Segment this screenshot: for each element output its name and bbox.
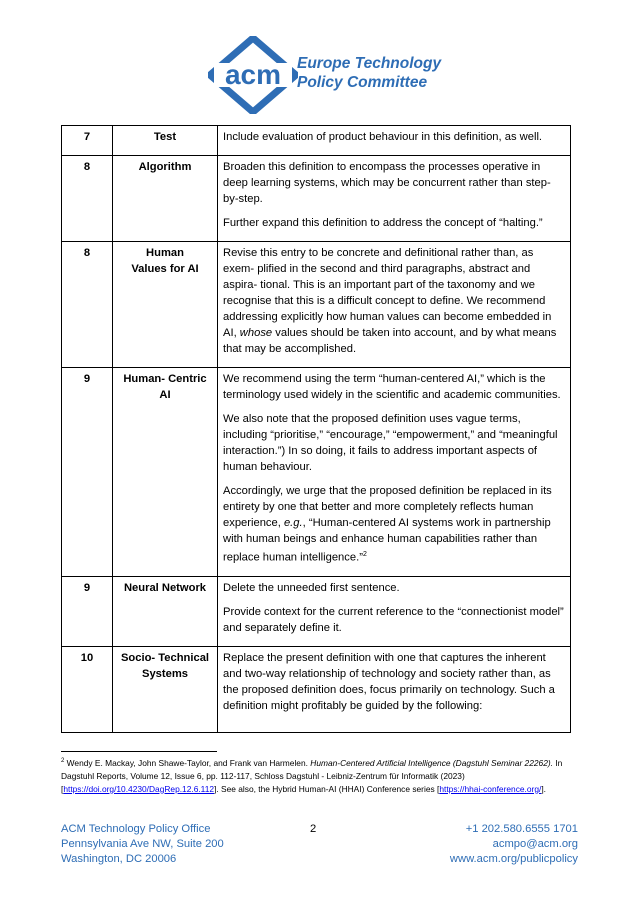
footer-office: ACM Technology Policy Office <box>61 823 211 835</box>
row-number: 8 <box>62 242 113 368</box>
comment-paragraph: We recommend using the term “human-centered AI,” which is the terminology used widely in the scientific and academic communities. <box>223 373 561 401</box>
row-term: Human Values for AI <box>113 242 218 368</box>
row-number: 9 <box>62 368 113 577</box>
logo-wordmark <box>297 54 441 92</box>
footnote-hhai-link[interactable]: https://hhai-conference.org/ <box>439 783 542 794</box>
comment-paragraph: Revise this entry to be concrete and definitional rather than, as exem- plified in the second and third paragraphs, abstract and aspira- tional. This is an important part of the taxonomy and we recognise that this is a difficult concept to define. We recommend addressing explicitly how human values can become embedded in AI, whose values should be taken into account, and by what means that may be accomplished. <box>223 247 557 355</box>
table-row <box>62 646 571 732</box>
logo-acm-text: acm <box>224 59 282 90</box>
row-term: Neural Network <box>113 576 218 646</box>
row-comment <box>218 126 571 156</box>
comment-paragraph: Include evaluation of product behaviour in this definition, as well. <box>223 131 543 143</box>
comment-paragraph: Further expand this definition to address the concept of “halting.” <box>223 217 543 229</box>
comment-paragraph: Provide context for the current reference to the “connectionist model” and separately define it. <box>223 605 564 634</box>
footnote: $^2$ Wendy E. Mackay, John Shawe-Taylor, and Frank van Harmelen. Human-Centered Artificial Intelligence (Dagstuhl Seminar 22262). In Dagstuhl Reports, Volume 12, Issue 6, pp. 112-117, Schloss Dagstuhl - Leibniz-Zentrum für Informatik (2023) [https://doi.org/10.4230/DagRep.12.6.112]. See also, the Hybrid Human-AI (HHAI) Conference series [https://hhai-conference.org/]. <box>61 757 563 794</box>
row-number: 8 <box>62 156 113 242</box>
footer-address <box>61 822 224 867</box>
paragraph-text: Accordingly, we urge that the proposed definition be replaced in its entirety by one that better and more completely reflects human experience, e.g., “Human-centered AI systems work in partnership with human beings and enhance human capabilities rather than replace human intelligence.” <box>223 485 552 564</box>
table-row <box>62 126 571 156</box>
footnote-number: 2 <box>61 758 65 764</box>
page-number: 2 <box>310 823 317 835</box>
comment-paragraph: Replace the present definition with one that captures the inherent and two-way relationship of technology and society rather than, as the proposed definition does, focus primarily on technology. Such a definition might profitably be guided by the following: <box>223 651 555 712</box>
comment-paragraph <box>223 483 565 566</box>
footnote-details: In Dagstuhl Reports, Volume 12, Issue 6, pp. 112-117, Schloss Dagstuhl - Leibniz-Zentrum für Informatik (2023) <box>61 757 563 781</box>
acm-diamond-icon <box>208 36 298 114</box>
logo-line-2: Policy Committee <box>297 74 428 91</box>
row-comment <box>218 242 571 368</box>
comment-paragraph: Delete the unneeded first sentence. <box>223 581 400 594</box>
footnote-see-also: See also, the Hybrid Human-AI (HHAI) Conference series <box>221 783 435 794</box>
footer-street: Pennsylvania Ave NW, Suite 200 <box>61 838 224 850</box>
row-comment <box>218 156 571 242</box>
table-row <box>62 156 571 242</box>
taxonomy-comments-table <box>61 125 571 733</box>
footnote-authors: Wendy E. Mackay, John Shawe-Taylor, and Frank van Harmelen. <box>66 757 308 768</box>
row-term: Algorithm <box>113 156 218 242</box>
table-row <box>62 242 571 368</box>
footer-phone: +1 202.580.6555 1701 <box>465 823 578 835</box>
row-comment <box>218 576 571 646</box>
row-term: Human- Centric AI <box>113 368 218 577</box>
comment-paragraph: Broaden this definition to encompass the processes operative in deep learning systems, which may be concurrent rather than step-by-step. <box>223 161 551 205</box>
row-comment <box>218 368 571 577</box>
footer-website[interactable]: www.acm.org/publicpolicy <box>449 853 578 865</box>
emphasis-whose: whose <box>239 327 273 339</box>
row-number: 9 <box>62 576 113 646</box>
footnote-doi-link[interactable]: https://doi.org/10.4230/DagRep.12.6.112 <box>63 783 215 794</box>
row-comment <box>218 646 571 732</box>
acm-europe-logo <box>208 36 442 114</box>
table-row <box>62 576 571 646</box>
emphasis-eg: e.g. <box>283 517 303 529</box>
comment-paragraph: We also note that the proposed definition uses vague terms, including “prioritise,” “encourage,” “empowerment,” and “meaningful interaction.”) In so doing, it fails to address important aspects of human behaviour. <box>223 413 558 473</box>
row-term: Socio- Technical Systems <box>113 646 218 732</box>
footer-contact <box>450 822 578 867</box>
logo-line-1: Europe Technology <box>297 55 442 72</box>
row-number: 10 <box>62 646 113 732</box>
row-term: Test <box>113 126 218 156</box>
row-number: 7 <box>62 126 113 156</box>
footnote-marker: 2 <box>362 551 367 558</box>
footer-city: Washington, DC 20006 <box>61 853 177 865</box>
footnote-divider <box>61 751 217 752</box>
footer-email[interactable]: acmpo@acm.org <box>492 838 578 850</box>
table-row <box>62 368 571 577</box>
footnote-title: Human-Centered Artificial Intelligence (Dagstuhl Seminar 22262). <box>310 757 553 768</box>
